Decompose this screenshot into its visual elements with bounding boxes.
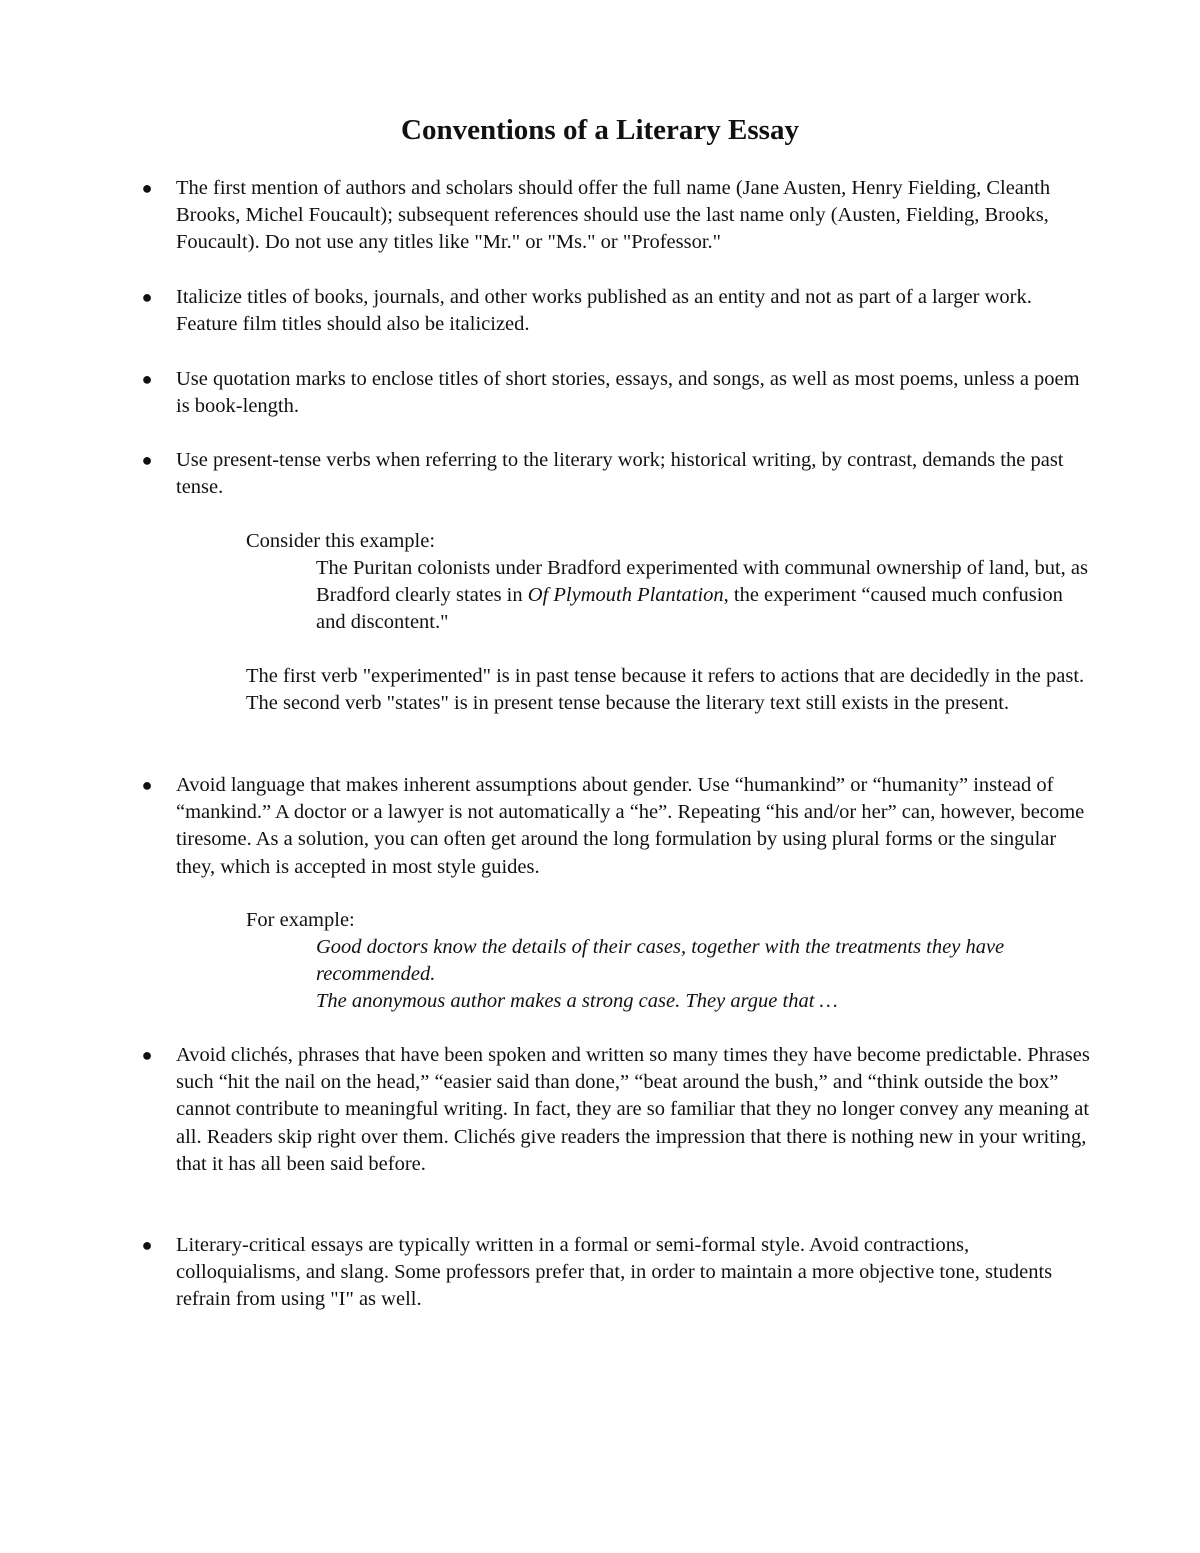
example-sentence: Good doctors know the details of their cases, together with the treatments they have recommended. (316, 936, 1005, 986)
page-title: Conventions of a Literary Essay (401, 114, 799, 146)
list-item (141, 447, 1096, 501)
bullet-icon: ● (141, 1045, 153, 1065)
list-item (141, 1042, 1096, 1178)
bullet-icon: ● (141, 178, 153, 198)
example-quote-text: The Puritan colonists under Bradford experimented with communal ownership of land, but, as Bradford clearly states in (316, 557, 1088, 607)
bullet-icon: ● (141, 450, 153, 470)
list-item-text: Literary-critical essays are typically written in a formal or semi-formal style. Avoid contractions, colloquialisms, and slang. Some professors prefer that, in order to maintain a more objective tone, students refrain from using "I" as well. (176, 1234, 1053, 1311)
list-item (141, 772, 1096, 881)
bullet-icon: ● (141, 775, 153, 795)
bullet-icon: ● (141, 1235, 153, 1255)
list-item (141, 366, 1096, 420)
example-quote-text-end: , the experiment “caused much confusion and discontent." (316, 584, 1063, 634)
list-item-text: Use quotation marks to enclose titles of short stories, essays, and songs, as well as most poems, unless a poem is book-length. (176, 368, 1080, 418)
example-intro: For example: (246, 909, 355, 931)
list-item-text: Use present-tense verbs when referring to the literary work; historical writing, by contrast, demands the past tense. (176, 449, 1064, 499)
list-item (141, 284, 1096, 338)
list-item (141, 175, 1096, 257)
example-quote (316, 555, 1096, 637)
list-item-text: Avoid language that makes inherent assumptions about gender. Use “humankind” or “humanity” instead of “mankind.” A doctor or a lawyer is not automatically a “he”. Repeating “his and/or her” can, however, become tiresome. As a solution, you can often get around the long formulation by using plural forms or the singular they, which is accepted in most style guides. (176, 774, 1085, 878)
example-intro: Consider this example: (246, 530, 436, 552)
example-quote-work-title: Of Plymouth Plantation (527, 584, 724, 607)
bullet-icon: ● (141, 287, 153, 307)
list-item-text: The first mention of authors and scholars should offer the full name (Jane Austen, Henry Fielding, Cleanth Brooks, Michel Foucault); subsequent references should use the last name only (Austen, Fielding, Brooks, Foucault). Do not use any titles like "Mr." or "Ms." or "Professor." (176, 177, 1051, 254)
list-item-text: Avoid clichés, phrases that have been spoken and written so many times they have become predictable. Phrases such “hit the nail on the head,” “easier said than done,” “beat around the bush,” and “think outside the box” cannot contribute to meaningful writing. In fact, they are so familiar that they no longer convey any meaning at all. Readers skip right over them. Clichés give readers the impression that there is nothing new in your writing, that it has all been said before. (176, 1044, 1090, 1175)
example-explanation: The first verb "experimented" is in past tense because it refers to actions that are decidedly in the past. The second verb "states" is in present tense because the literary text still exists in the present. (246, 665, 1085, 715)
list-item (141, 1232, 1096, 1314)
example-sentence: The anonymous author makes a strong case. They argue that … (316, 990, 838, 1012)
list-item-text: Italicize titles of books, journals, and other works published as an entity and not as part of a larger work. Feature film titles should also be italicized. (176, 286, 1032, 336)
bullet-icon: ● (141, 369, 153, 389)
